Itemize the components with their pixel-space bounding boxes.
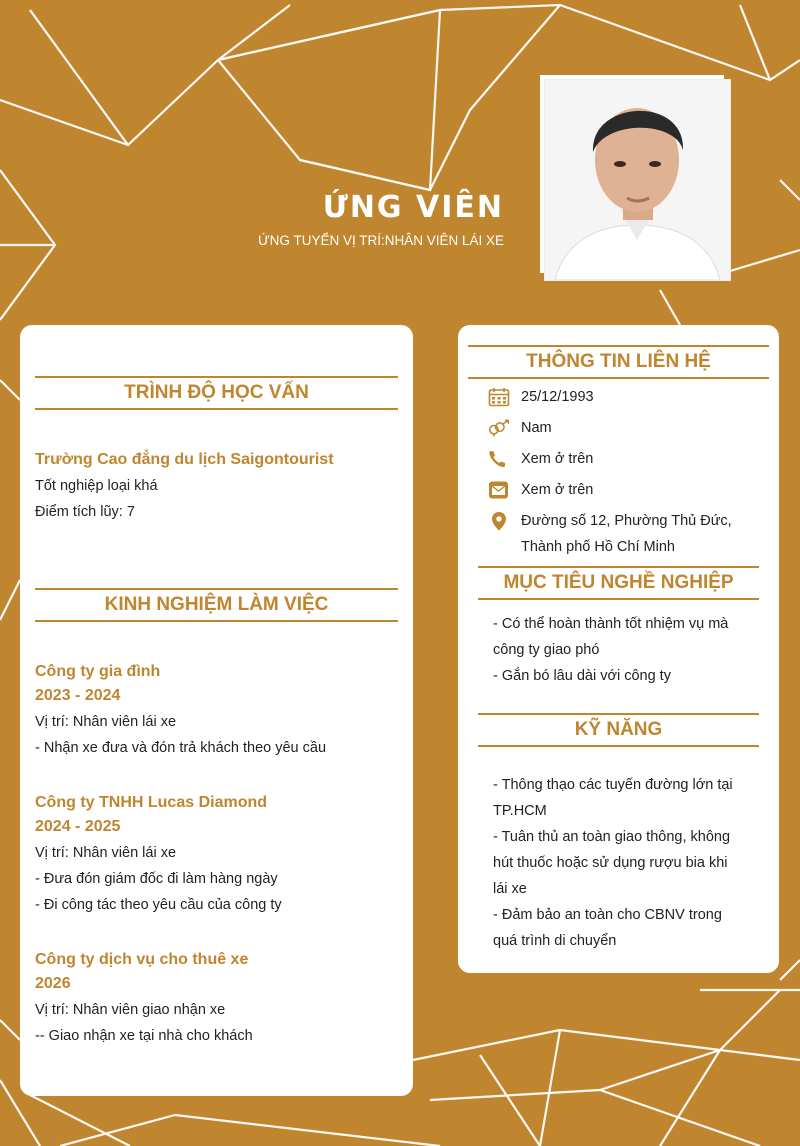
skill-line: - Tuân thủ an toàn giao thông, không [493,829,731,845]
phone-row [488,446,768,472]
gender-row [488,415,768,441]
job-line: - Đi công tác theo yêu cầu của công ty [35,897,282,913]
job-company: Công ty TNHH Lucas Diamond [35,794,268,811]
candidate-name: ỨNG VIÊN [322,190,504,225]
job-period: 2024 - 2025 [35,818,121,835]
school-name: Trường Cao đẳng du lịch Saigontourist [35,451,334,468]
job-line: -- Giao nhận xe tại nhà cho khách [35,1028,253,1044]
location-pin-icon [488,511,510,531]
job-line: - Nhận xe đưa và đón trả khách theo yêu cầu [35,740,327,756]
education-line: Tốt nghiệp loại khá [35,478,158,494]
skill-line: - Thông thạo các tuyến đường lớn tại [493,777,733,793]
job-line: Vị trí: Nhân viên lái xe [35,714,177,730]
left-card [20,325,413,1096]
job-period: 2023 - 2024 [35,687,121,704]
skill-line: TP.HCM [493,803,547,819]
objective-line: - Gắn bó lâu dài với công ty [493,668,671,684]
objective-line: - Có thể hoàn thành tốt nhiệm vụ mà [493,616,729,632]
job-company: Công ty gia đình [35,663,161,680]
objective-title: MỤC TIÊU NGHỀ NGHIỆP [478,566,759,600]
address-line: Thành phố Hồ Chí Minh [521,539,675,555]
objective-line: công ty giao phó [493,642,600,658]
skill-line: lái xe [493,881,527,897]
avatar [545,80,730,280]
education-line: Điểm tích lũy: 7 [35,504,135,520]
email-row [488,477,768,503]
applied-position: ỨNG TUYỂN VỊ TRÍ:NHÂN VIÊN LÁI XE [258,233,504,248]
job-line: Vị trí: Nhân viên lái xe [35,845,177,861]
education-title: TRÌNH ĐỘ HỌC VẤN [35,376,398,410]
address-line: Đường số 12, Phường Thủ Đức, [521,513,732,529]
birthday-value: 25/12/1993 [521,389,594,405]
contact-title: THÔNG TIN LIÊN HỆ [468,345,769,379]
gender-icon [488,418,510,438]
gender-value: Nam [521,420,552,436]
email-value: Xem ở trên [521,482,594,498]
experience-title: KINH NGHIỆM LÀM VIỆC [35,588,398,622]
job-period: 2026 [35,975,71,992]
skill-line: quá trình di chuyển [493,933,617,949]
job-line: - Đưa đón giám đốc đi làm hàng ngày [35,871,278,887]
skills-title: KỸ NĂNG [478,713,759,747]
right-card [458,325,779,973]
address-row [488,508,768,560]
phone-value: Xem ở trên [521,451,594,467]
calendar-icon [488,387,510,407]
job-company: Công ty dịch vụ cho thuê xe [35,951,249,968]
phone-icon [488,449,510,469]
skill-line: - Đảm bảo an toàn cho CBNV trong [493,907,722,923]
email-icon [488,480,510,500]
skill-line: hút thuốc hoặc sử dụng rượu bia khi [493,855,728,871]
job-line: Vị trí: Nhân viên giao nhận xe [35,1002,226,1018]
birthday-row [488,384,768,410]
